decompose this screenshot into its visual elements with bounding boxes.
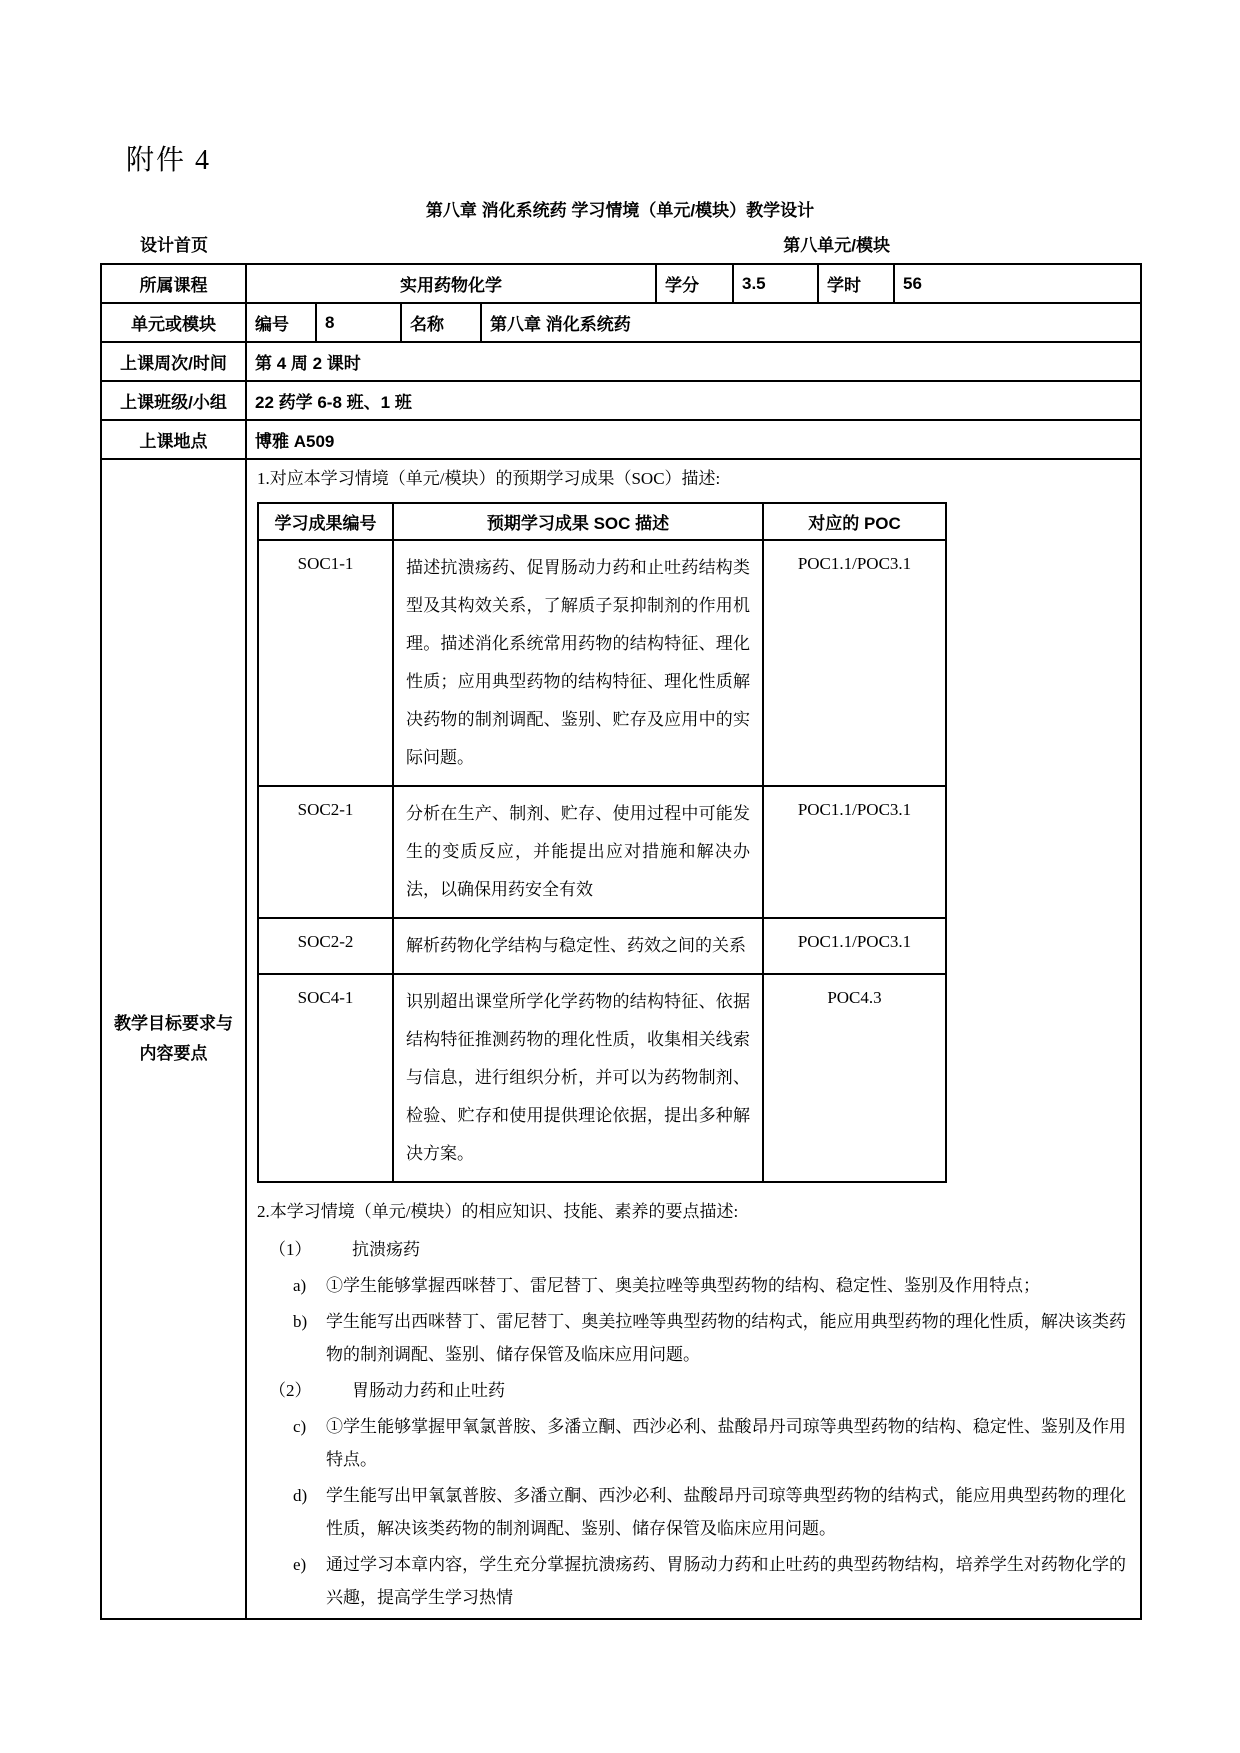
hours-value: 56	[894, 264, 1141, 303]
week-value: 第 4 周 2 课时	[246, 342, 1141, 381]
item-marker: b)	[293, 1312, 308, 1331]
credit-label: 学分	[656, 264, 733, 303]
item-text: ①学生能够掌握甲氧氯普胺、多潘立酮、西沙必利、盐酸昂丹司琼等典型药物的结构、稳定性、鉴别及作用特点。	[326, 1417, 1126, 1469]
class-label: 上课班级/小组	[101, 381, 246, 420]
unit-number-value: 8	[316, 303, 401, 342]
document-title: 第八章 消化系统药 学习情境（单元/模块）教学设计	[425, 201, 815, 220]
unit-name-label: 名称	[401, 303, 481, 342]
list-item	[255, 1233, 1132, 1266]
soc-id: SOC2-1	[258, 786, 393, 918]
soc-id: SOC2-2	[258, 918, 393, 974]
item-marker: （2）	[269, 1381, 312, 1400]
item-text: 胃肠动力药和止吐药	[352, 1381, 505, 1400]
course-label: 所属课程	[101, 264, 246, 303]
list-item	[255, 1269, 1132, 1302]
points-section-title: 2.本学习情境（单元/模块）的相应知识、技能、素养的要点描述:	[257, 1202, 739, 1221]
soc-table	[257, 502, 947, 1183]
list-item	[255, 1305, 1132, 1371]
soc-section-title: 1.对应本学习情境（单元/模块）的预期学习成果（SOC）描述:	[257, 469, 721, 488]
list-item	[255, 1548, 1132, 1614]
course-value: 实用药物化学	[246, 264, 656, 303]
item-text: 通过学习本章内容，学生充分掌握抗溃疡药、胃肠动力药和止吐药的典型药物结构，培养学生对药物化学的兴趣，提高学生学习热情	[326, 1555, 1126, 1607]
week-label: 上课周次/时间	[101, 342, 246, 381]
soc-desc: 描述抗溃疡药、促胃肠动力药和止吐药结构类型及其构效关系，了解质子泵抑制剂的作用机理。描述消化系统常用药物的结构特征、理化性质；应用典型药物的结构特征、理化性质解决药物的制剂调配、鉴别、贮存及应用中的实际问题。	[393, 540, 763, 786]
attachment-label: 附件 4	[126, 145, 212, 176]
soc-header-desc: 预期学习成果 SOC 描述	[393, 503, 763, 540]
unit-number-label: 编号	[246, 303, 316, 342]
item-text: 抗溃疡药	[352, 1240, 420, 1259]
row-week	[101, 342, 1141, 381]
soc-row	[258, 974, 946, 1182]
soc-poc: POC1.1/POC3.1	[763, 540, 946, 786]
soc-header-poc: 对应的 POC	[763, 503, 946, 540]
item-marker: （1）	[269, 1240, 312, 1259]
soc-header-id: 学习成果编号	[258, 503, 393, 540]
soc-row	[258, 918, 946, 974]
soc-id: SOC1-1	[258, 540, 393, 786]
item-marker: a)	[293, 1276, 307, 1295]
table-header-row	[100, 231, 1140, 256]
soc-poc: POC4.3	[763, 974, 946, 1182]
soc-desc: 识别超出课堂所学化学药物的结构特征、依据结构特征推测药物的理化性质，收集相关线索与信息，进行组织分析，并可以为药物制剂、检验、贮存和使用提供理论依据，提出多种解决方案。	[393, 974, 763, 1182]
soc-poc: POC1.1/POC3.1	[763, 786, 946, 918]
soc-poc: POC1.1/POC3.1	[763, 918, 946, 974]
soc-desc: 分析在生产、制剂、贮存、使用过程中可能发生的变质反应，并能提出应对措施和解决办法，以确保用药安全有效	[393, 786, 763, 918]
item-text: 学生能写出甲氧氯普胺、多潘立酮、西沙必利、盐酸昂丹司琼等典型药物的结构式，能应用典型药物的理化性质，解决该类药物的制剂调配、鉴别、储存保管及临床应用问题。	[326, 1486, 1126, 1538]
soc-desc: 解析药物化学结构与稳定性、药效之间的关系	[393, 918, 763, 974]
location-value: 博雅 A509	[246, 420, 1141, 459]
unit-label: 单元或模块	[101, 303, 246, 342]
soc-header-row	[258, 503, 946, 540]
unit-name-value: 第八章 消化系统药	[481, 303, 1141, 342]
header-right-label: 第八单元/模块	[783, 236, 890, 255]
objectives-label	[101, 459, 246, 1619]
soc-row	[258, 540, 946, 786]
class-value: 22 药学 6-8 班、1 班	[246, 381, 1141, 420]
row-objectives	[101, 459, 1141, 1619]
list-item	[255, 1479, 1132, 1545]
row-location	[101, 420, 1141, 459]
list-item	[255, 1410, 1132, 1476]
objectives-label-line1: 教学目标要求与	[114, 1014, 233, 1033]
hours-label: 学时	[818, 264, 894, 303]
item-text: 学生能写出西咪替丁、雷尼替丁、奥美拉唑等典型药物的结构式，能应用典型药物的理化性质，解决该类药物的制剂调配、鉴别、储存保管及临床应用问题。	[326, 1312, 1126, 1364]
objectives-content	[246, 459, 1141, 1619]
list-item	[255, 1374, 1132, 1407]
row-class	[101, 381, 1141, 420]
item-marker: e)	[293, 1555, 307, 1574]
points-list	[255, 1233, 1132, 1614]
location-label: 上课地点	[101, 420, 246, 459]
item-marker: c)	[293, 1417, 307, 1436]
row-course	[101, 264, 1141, 303]
soc-row	[258, 786, 946, 918]
soc-id: SOC4-1	[258, 974, 393, 1182]
item-marker: d)	[293, 1486, 308, 1505]
row-unit	[101, 303, 1141, 342]
objectives-label-line2: 内容要点	[139, 1044, 208, 1063]
item-text: ①学生能够掌握西咪替丁、雷尼替丁、奥美拉唑等典型药物的结构、稳定性、鉴别及作用特点；	[326, 1276, 1040, 1295]
teaching-design-table	[100, 263, 1142, 1620]
header-left-label: 设计首页	[140, 236, 208, 255]
credit-value: 3.5	[733, 264, 818, 303]
